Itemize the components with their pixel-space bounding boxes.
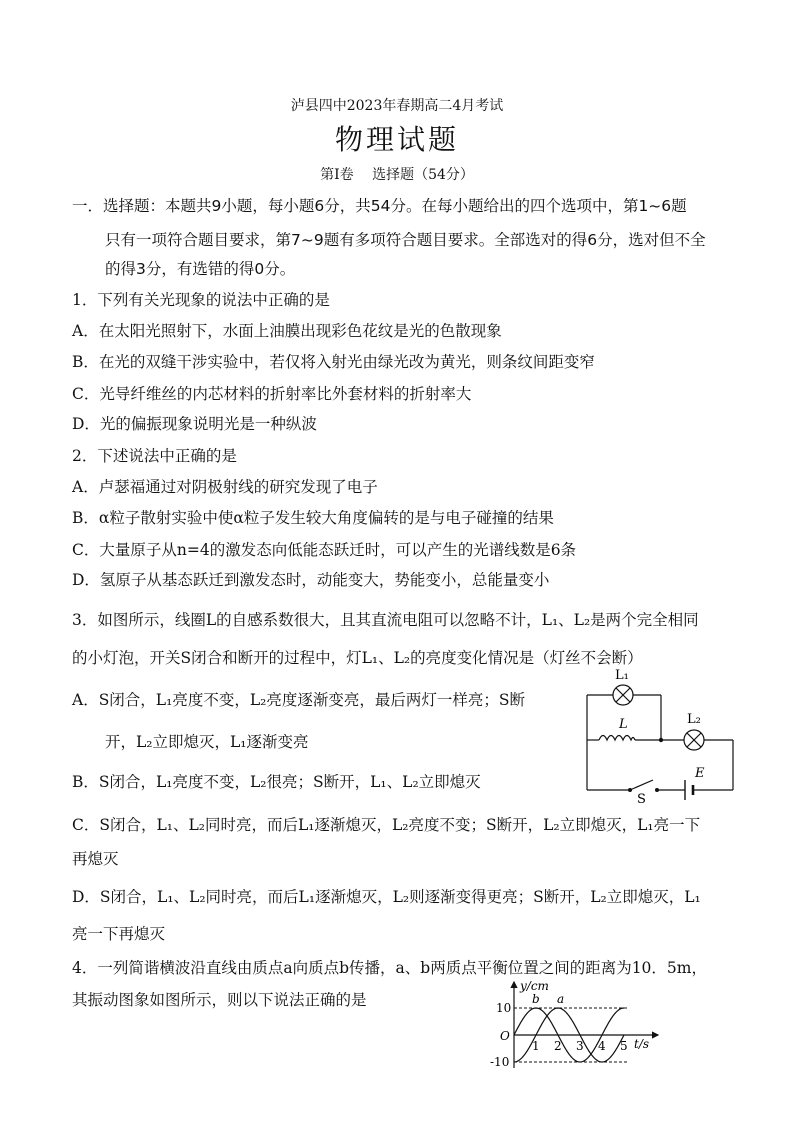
y-bottom-label: -10 [490, 1055, 510, 1069]
question-2-option-d: D．氢原子从基态跃迁到激发态时，动能变大，势能变小，总能量变小 [72, 571, 550, 589]
page-title: 物理试题 [334, 123, 459, 156]
t-tick-label: 5 [620, 1039, 628, 1053]
section-instructions-line3: 的得3分，有选错的得0分。 [105, 260, 296, 278]
question-1-option-b: B．在光的双缝干涉实验中，若仅将入射光由绿光改为黄光，则条纹间距变窄 [72, 353, 595, 371]
question-3-option-d-line1: D．S闭合，L₁、L₂同时亮，而后L₁逐渐熄灭，L₂则逐渐变得更亮；S断开，L₂立即熄灭，L₁ [72, 888, 701, 906]
label-l1: L₁ [615, 668, 629, 683]
question-3-option-d-line2: 亮一下再熄灭 [72, 925, 166, 943]
question-3-stem-line1: 3．如图所示，线圈L的自感系数很大，且其直流电阻可以忽略不计，L₁、L₂是两个完全相同 [72, 611, 699, 629]
label-s: S [637, 792, 646, 805]
inductor-coil-icon [599, 736, 635, 741]
question-3-option-a-line1: A．S闭合，L₁亮度不变，L₂亮度逐渐变亮，最后两灯一样亮；S断 [72, 691, 525, 709]
question-2-option-c: C．大量原子从n=4的激发态向低能态跃迁时，可以产生的光谱线数是6条 [72, 541, 577, 559]
question-1-option-c: C．光导纤维丝的内芯材料的折射率比外套材料的折射率大 [72, 385, 472, 403]
label-l2: L₂ [687, 712, 701, 727]
switch-contact-icon [628, 788, 632, 792]
section-instructions-line1: 一．选择题：本题共9小题，每小题6分，共54分。在每小题给出的四个选项中，第1~6题 [72, 197, 687, 215]
question-3-option-b: B．S闭合，L₁亮度不变，L₂很亮；S断开，L₁、L₂立即熄灭 [72, 773, 481, 791]
question-3-stem-line2: 的小灯泡，开关S闭合和断开的过程中，灯L₁、L₂的亮度变化情况是（灯丝不会断） [72, 649, 643, 667]
question-3-option-c-line2: 再熄灭 [72, 850, 119, 868]
section-instructions-line2: 只有一项符合题目要求，第7~9题有多项符合题目要求。全部选对的得6分，选对但不全 [105, 231, 706, 249]
circuit-diagram [575, 665, 745, 805]
t-tick-label: 4 [598, 1039, 606, 1053]
question-2-option-b: B．α粒子散射实验中使α粒子发生较大角度偏转的是与电子碰撞的结果 [72, 509, 554, 527]
question-1-option-a: A．在太阳光照射下，水面上油膜出现彩色花纹是光的色散现象 [72, 322, 502, 340]
t-axis-ticks [532, 1039, 628, 1053]
question-3-option-a-line2: 开，L₂立即熄灭，L₁逐渐变亮 [105, 733, 309, 751]
question-4-stem-line2: 其振动图象如图所示，则以下说法正确的是 [72, 991, 367, 1009]
question-4-stem-line1: 4．一列简谐横波沿直线由质点a向质点b传播，a、b两质点平衡位置之间的距离为10．5m， [72, 959, 707, 977]
question-1-stem: 1．下列有关光现象的说法中正确的是 [72, 291, 330, 309]
y-top-label: 10 [496, 1001, 512, 1015]
t-tick-label: 3 [576, 1039, 584, 1053]
lamp-l1-icon [613, 685, 633, 705]
curve-a-label: a [557, 992, 565, 1006]
label-l: L [619, 717, 628, 732]
lamp-l2-icon [684, 730, 704, 750]
battery-icon [685, 780, 697, 800]
question-3-option-c-line1: C．S闭合，L₁、L₂同时亮，而后L₁逐渐熄灭，L₂亮度不变；S断开，L₂立即熄灭，L₁亮一下 [72, 816, 701, 834]
curve-b-label: b [532, 992, 540, 1006]
section-subtitle: 第Ⅰ卷 选择题（54分） [320, 167, 474, 183]
question-2-option-a: A．卢瑟福通过对阴极射线的研究发现了电子 [72, 478, 378, 496]
school-exam-line: 泸县四中2023年春期高二4月考试 [290, 98, 504, 114]
origin-label: O [500, 1029, 510, 1043]
t-axis-label: t/s [634, 1037, 650, 1051]
t-tick-label: 1 [532, 1039, 540, 1053]
t-tick-label: 2 [554, 1039, 562, 1053]
switch-contact-icon [655, 788, 659, 792]
question-1-option-d: D．光的偏振现象说明光是一种纵波 [72, 415, 317, 433]
junction-dot [659, 738, 663, 742]
y-axis-label: y/cm [520, 979, 549, 993]
label-e: E [695, 766, 705, 781]
question-2-stem: 2．下述说法中正确的是 [72, 447, 237, 465]
vibration-graph [488, 978, 668, 1073]
